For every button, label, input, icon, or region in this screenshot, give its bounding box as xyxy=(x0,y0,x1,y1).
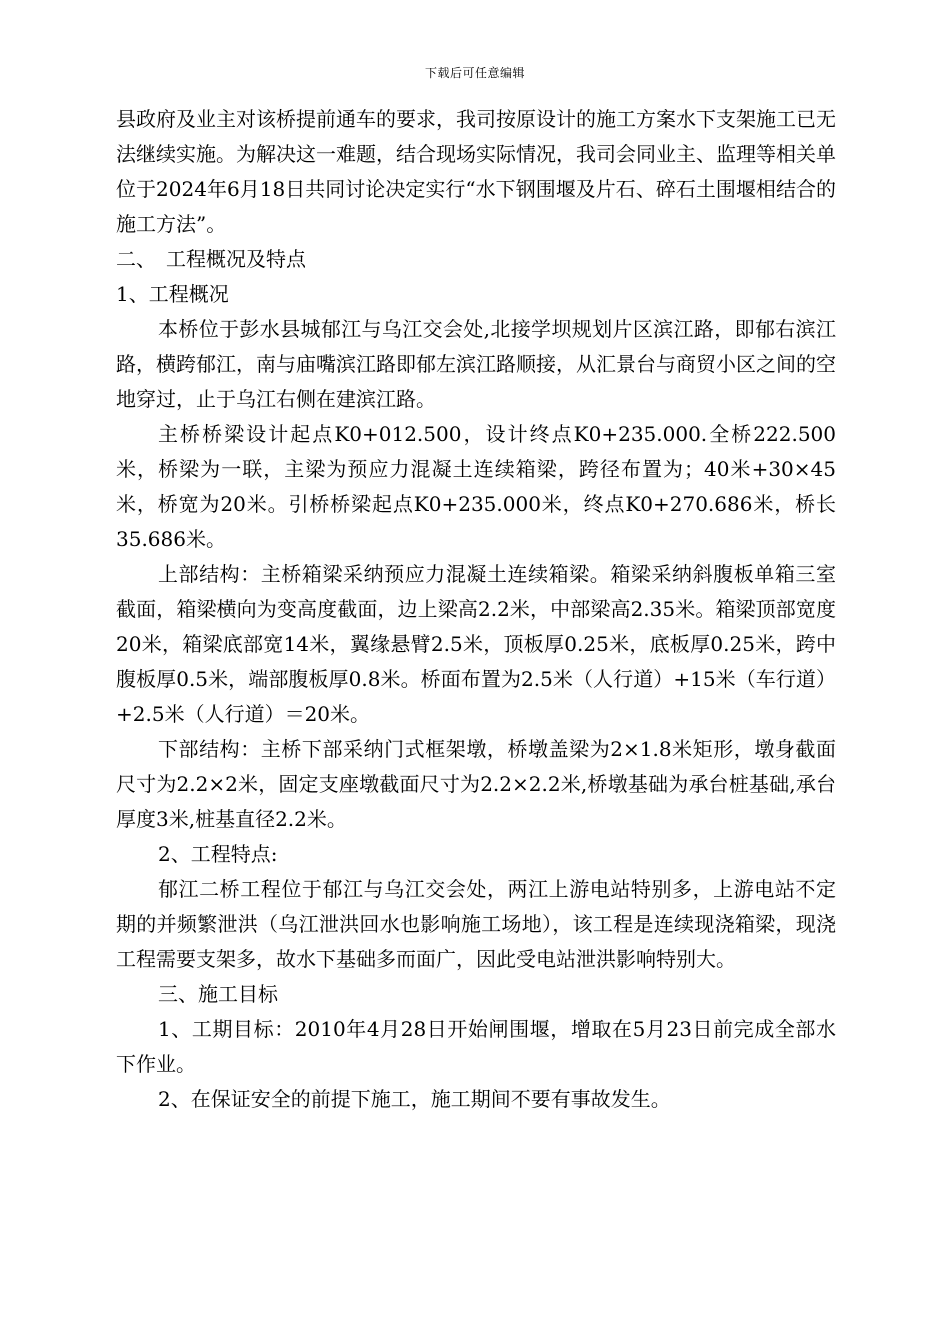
section-heading-3: 三、施工目标 xyxy=(158,982,278,1006)
paragraph-intro: 县政府及业主对该桥提前通车的要求，我司按原设计的施工方案水下支架施工已无法继续实施。为解决这一难题，结合现场实际情况，我司会同业主、监理等相关单位于2024年6月18日共同讨论决定实行“水下钢围堰及片石、碎石土围堰相结合的施工方法”。 xyxy=(116,107,836,236)
subsection-heading-overview: 1、工程概况 xyxy=(116,282,229,306)
paragraph-schedule-goal: 1、工期目标：2010年4月28日开始闸围堰，增取在5月23日前完成全部水下作业。 xyxy=(116,1017,836,1076)
page-header: 下载后可任意编辑 xyxy=(424,66,525,80)
document-body xyxy=(116,102,836,1117)
paragraph-superstructure: 上部结构：主桥箱梁采纳预应力混凝土连续箱梁。箱梁采纳斜腹板单箱三室截面，箱梁横向为变高度截面，边上梁高2.2米，中部梁高2.35米。箱梁顶部宽度20米，箱梁底部宽14米，翼缘悬臂2.5米，顶板厚0.25米，底板厚0.25米，跨中腹板厚0.5米，端部腹板厚0.8米。桥面布置为2.5米（人行道）+15米（车行道）+2.5米（人行道）＝20米。 xyxy=(116,562,836,726)
paragraph-main-bridge: 主桥桥梁设计起点K0+012.500，设计终点K0+235.000.全桥222.500米，桥梁为一联，主梁为预应力混凝土连续箱梁，跨径布置为；40米+30×45米，桥宽为20米。引桥桥梁起点K0+235.000米，终点K0+270.686米，桥长35.686米。 xyxy=(116,422,836,551)
subsection-heading-features: 2、工程特点: xyxy=(158,842,278,866)
paragraph-features: 郁江二桥工程位于郁江与乌江交会处，两江上游电站特别多，上游电站不定期的并频繁泄洪（乌江泄洪回水也影响施工场地），该工程是连续现浇箱梁，现浇工程需要支架多，故水下基础多而面广，因此受电站泄洪影响特别大。 xyxy=(116,877,836,971)
paragraph-substructure: 下部结构：主桥下部采纳门式框架墩，桥墩盖梁为2×1.8米矩形，墩身截面尺寸为2.2×2米，固定支座墩截面尺寸为2.2×2.2米,桥墩基础为承台桩基础,承台厚度3米,桩基直径2.2米。 xyxy=(116,737,836,831)
paragraph-location: 本桥位于彭水县城郁江与乌江交会处,北接学坝规划片区滨江路，即郁右滨江路，横跨郁江，南与庙嘴滨江路即郁左滨江路顺接，从汇景台与商贸小区之间的空地穿过，止于乌江右侧在建滨江路。 xyxy=(116,317,836,411)
section-heading-2: 二、 工程概况及特点 xyxy=(116,247,306,271)
paragraph-safety-goal: 2、在保证安全的前提下施工，施工期间不要有事故发生。 xyxy=(158,1087,671,1111)
